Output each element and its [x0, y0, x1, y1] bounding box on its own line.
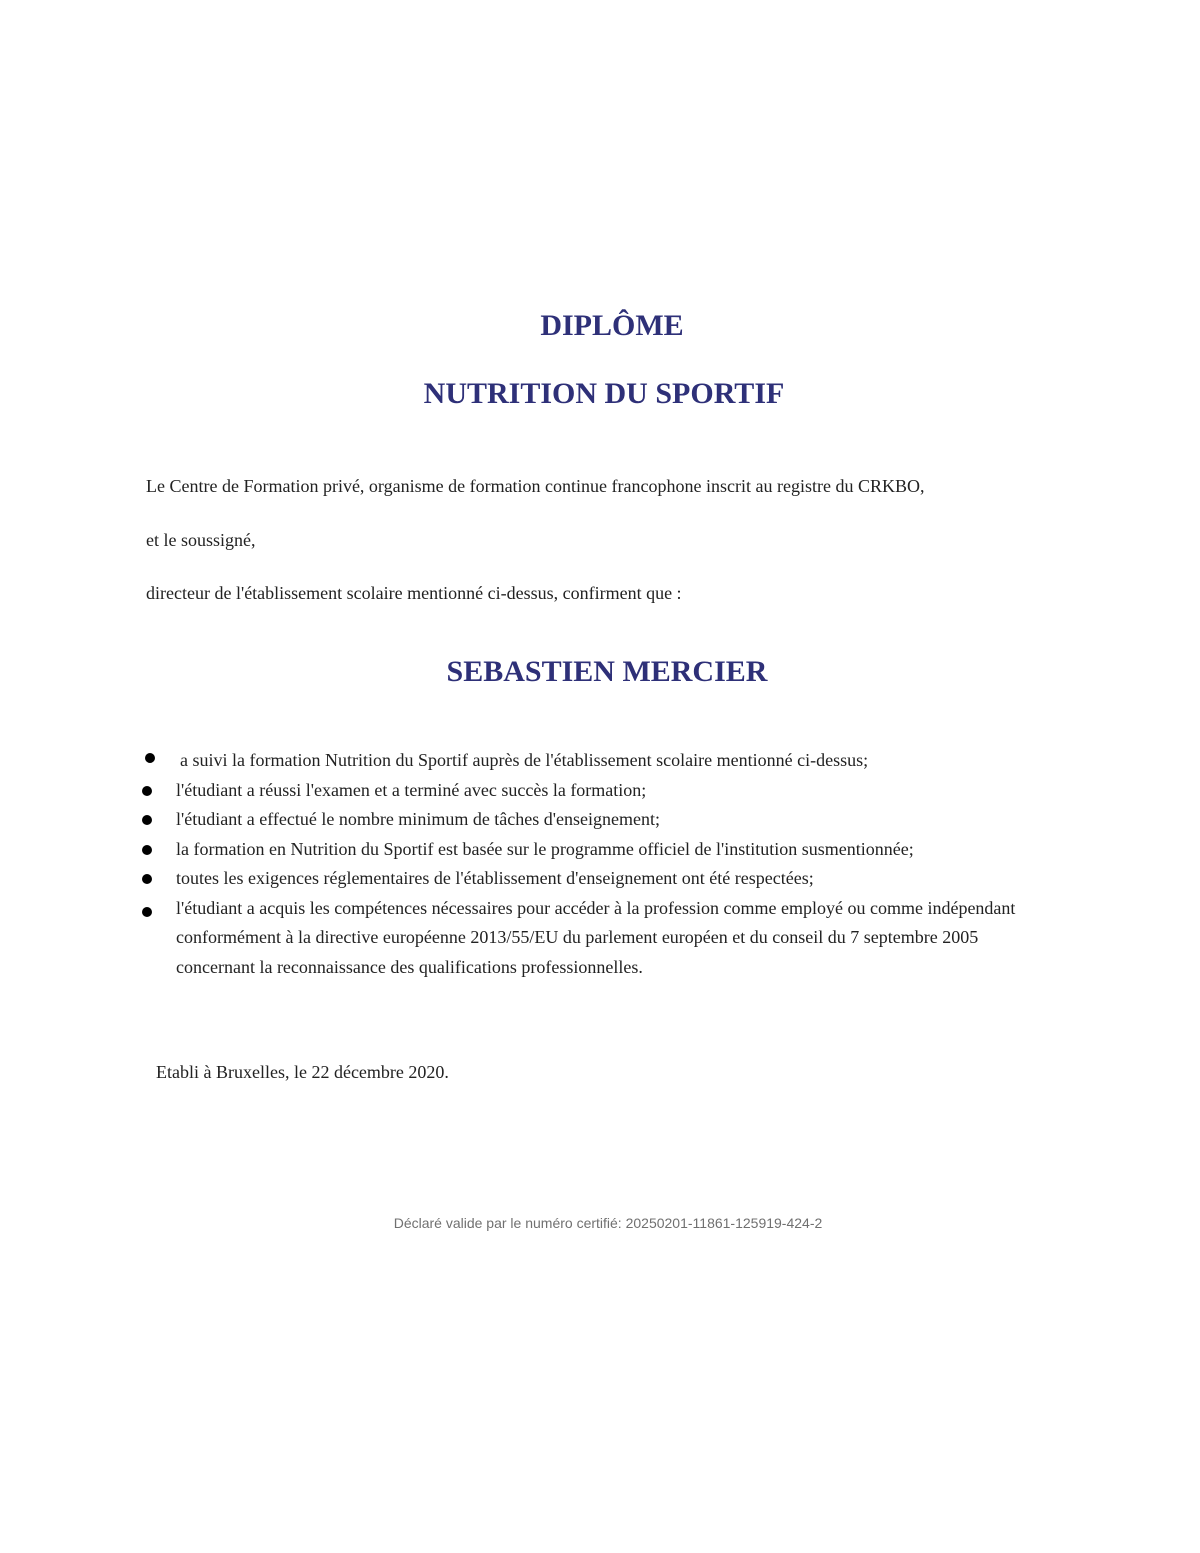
recipient-name: SEBASTIEN MERCIER — [446, 655, 768, 688]
bullet-icon — [145, 753, 155, 763]
intro-paragraph-confirmation: directeur de l'établissement scolaire mentionné ci-dessus, confirment que : — [146, 583, 682, 603]
statement-item — [140, 835, 1040, 865]
certification-number: Déclaré valide par le numéro certifié: 20250201-11861-125919-424-2 — [393, 1215, 823, 1231]
diploma-title: DIPLÔME — [540, 309, 684, 342]
statement-text: a suivi la formation Nutrition du Sportif auprès de l'établissement scolaire mentionné ci-dessus; — [180, 750, 869, 770]
statement-text: l'étudiant a acquis les compétences nécessaires pour accéder à la profession comme employé ou comme indépendant conformément à la directive européenne 2013/55/EU du parlement européen et du conseil du 7 septembre 2005 concernant la reconnaissance des qualifications professionnelles. — [176, 897, 1016, 977]
bullet-icon — [142, 845, 152, 855]
statement-text: l'étudiant a effectué le nombre minimum de tâches d'enseignement; — [176, 809, 660, 829]
statement-item — [140, 746, 1040, 776]
statement-text: toutes les exigences réglementaires de l'établissement d'enseignement ont été respectées; — [176, 868, 814, 888]
statement-item — [140, 776, 1040, 806]
statement-text: l'étudiant a réussi l'examen et a terminé avec succès la formation; — [176, 779, 647, 800]
bullet-icon — [142, 907, 152, 917]
statement-item — [140, 805, 1040, 835]
bullet-icon — [142, 815, 152, 825]
bullet-icon — [142, 874, 152, 884]
bullet-icon — [142, 786, 152, 796]
statement-item — [140, 894, 1040, 983]
intro-paragraph-institution: Le Centre de Formation privé, organisme de formation continue francophone inscrit au registre du CRKBO, — [146, 476, 925, 496]
statement-item — [140, 864, 1040, 894]
diploma-subject: NUTRITION DU SPORTIF — [423, 377, 785, 410]
place-and-date: Etabli à Bruxelles, le 22 décembre 2020. — [156, 1062, 449, 1082]
statement-list — [140, 746, 1040, 982]
intro-paragraph-signatory: et le soussigné, — [146, 530, 256, 550]
statement-text: la formation en Nutrition du Sportif est basée sur le programme officiel de l'institution susmentionnée; — [176, 838, 914, 859]
